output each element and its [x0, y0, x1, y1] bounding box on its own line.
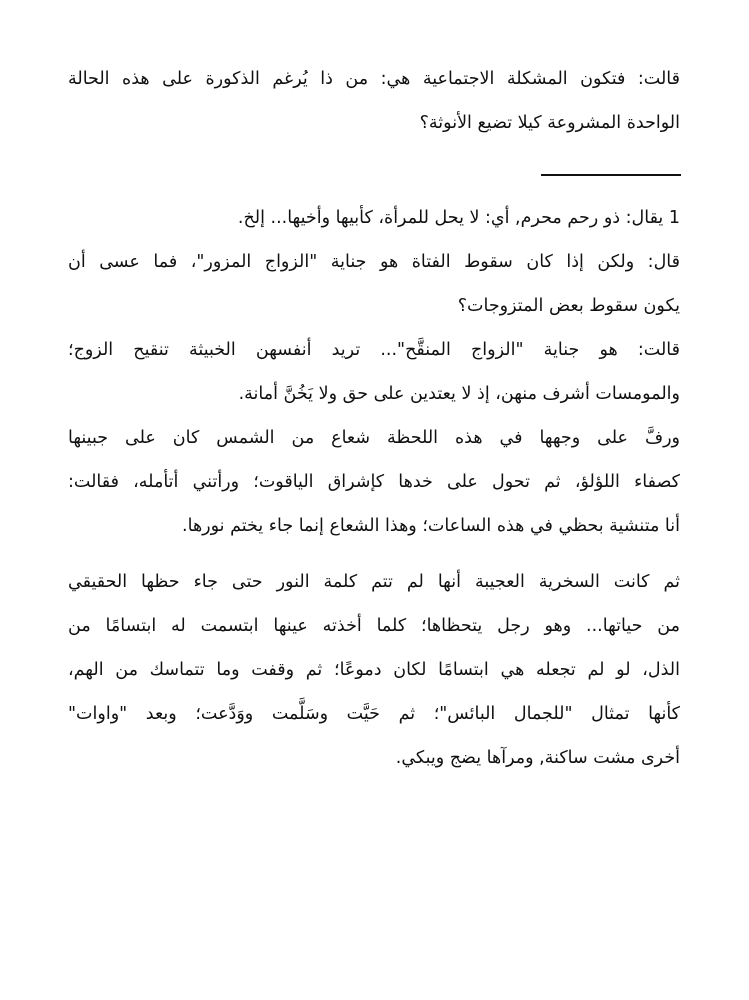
body-line-4: والمومسات أشرف منهن، إذ لا يعتدين على حق ولا يَخُنَّ أمانة.	[238, 384, 680, 404]
footnote-line	[68, 196, 680, 240]
body-line-12: أخرى مشت ساكنة, ومرآها يضج ويبكي.	[395, 748, 680, 768]
paragraph-line-2: الواحدة المشروعة كيلا تضيع الأنوثة؟	[419, 113, 680, 133]
body-line-11: كأنها تمثال "للجمال البائس"؛ ثم حَيَّت وسَلَّمت ووَدَّعت؛ وبعد "واوات"	[68, 704, 680, 724]
body-line-8: ثم كانت السخرية العجيبة أنها لم تتم كلمة النور حتى جاء حظها الحقيقي	[68, 572, 680, 592]
body-line-9: من حياتها... وهو رجل يتحظاها؛ كلما أخذته عينها ابتسمت له ابتسامًا من	[68, 616, 680, 636]
footnote-separator	[541, 174, 681, 176]
body-line-5: ورفَّ على وجهها في هذه اللحظة شعاع من الشمس كان على جبينها	[68, 428, 680, 448]
body-line-7: أنا متنشية بحظي في هذه الساعات؛ وهذا الشعاع إنما جاء يختم نورها.	[182, 516, 680, 536]
footnote-text: يقال: ذو رحم محرم, أي: لا يحل للمرأة، كأبيها وأخيها... إلخ.	[237, 208, 669, 228]
footnote-number: 1	[668, 208, 680, 228]
body-line-10: الذل، لو لم تجعله هي ابتسامًا لكان دموعًا؛ ثم وقفت وما تتماسك من الهم،	[68, 660, 680, 680]
paragraph-line-1: قالت: فتكون المشكلة الاجتماعية هي: من ذا يُرغم الذكورة على هذه الحالة	[68, 69, 680, 89]
body-line-3: قالت: هو جناية "الزواج المنقَّح"... تريد أنفسهن الخبيثة تنقيح الزوج؛	[68, 340, 680, 360]
body-line-1: قال: ولكن إذا كان سقوط الفتاة هو جناية "الزواج المزور"، فما عسى أن	[68, 252, 680, 272]
body-line-6: كصفاء اللؤلؤ، ثم تحول على خدها كإشراق الياقوت؛ ورأتني أتأمله، فقالت:	[68, 472, 680, 492]
body-line-2: يكون سقوط بعض المتزوجات؟	[457, 296, 680, 316]
